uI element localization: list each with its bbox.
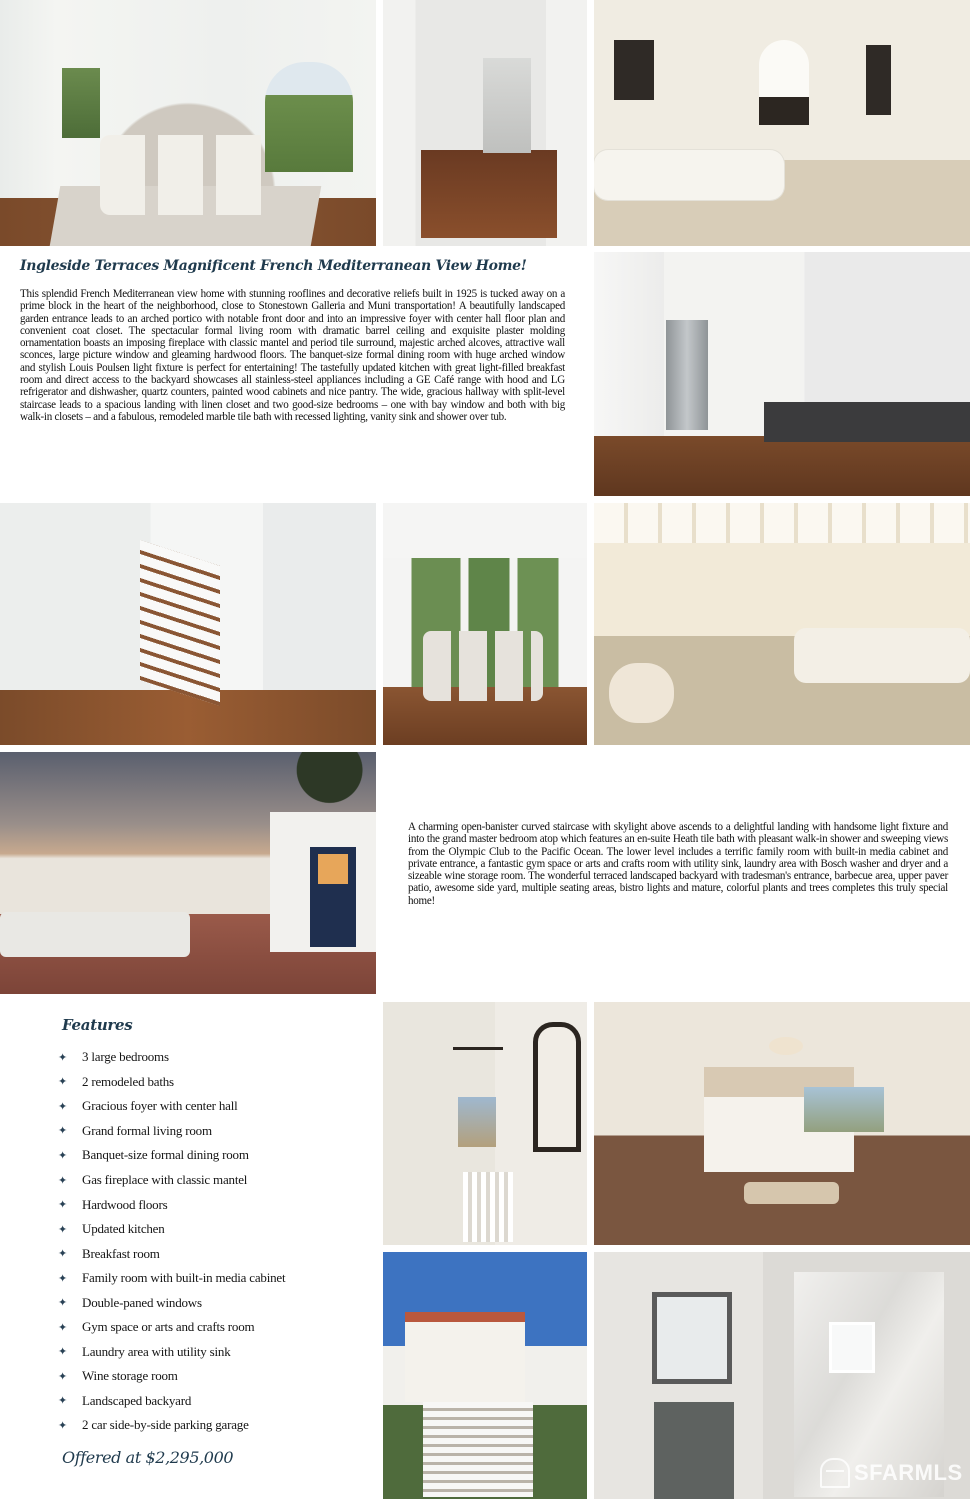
- feature-item: [58, 1168, 285, 1193]
- photo-detail: [260, 752, 376, 812]
- feature-label: Banquet-size formal dining room: [82, 1147, 249, 1163]
- feature-item: [58, 1241, 285, 1266]
- photo-detail: [100, 135, 270, 215]
- feature-label: Gas fireplace with classic mantel: [82, 1172, 248, 1187]
- feature-label: Grand formal living room: [82, 1122, 212, 1138]
- feature-label: Breakfast room: [82, 1245, 160, 1261]
- feature-label: 3 large bedrooms: [82, 1049, 169, 1065]
- photo-exterior: [383, 1252, 587, 1499]
- sfarmls-logo-icon: [820, 1458, 850, 1488]
- photo-detail: [423, 631, 543, 701]
- photo-detail: [769, 1037, 803, 1055]
- feature-item: [58, 1315, 285, 1340]
- photo-detail: [666, 320, 708, 430]
- feature-item: [58, 1045, 285, 1070]
- feature-label: Double-paned windows: [82, 1294, 202, 1310]
- diamond-bullet-icon: ✦: [58, 1223, 68, 1236]
- feature-item: [58, 1266, 285, 1291]
- photo-caption: [383, 232, 587, 242]
- photo-caption: [0, 980, 376, 990]
- feature-label: 2 remodeled baths: [82, 1073, 174, 1089]
- diamond-bullet-icon: ✦: [58, 1419, 68, 1432]
- feature-label: Updated kitchen: [82, 1221, 165, 1237]
- feature-label: Hardwood floors: [82, 1196, 168, 1212]
- diamond-bullet-icon: ✦: [58, 1321, 68, 1334]
- diamond-bullet-icon: ✦: [58, 1346, 68, 1359]
- feature-item: [58, 1217, 285, 1242]
- feature-item: [58, 1094, 285, 1119]
- photo-dining-room: [0, 0, 376, 246]
- photo-breakfast-room: [383, 503, 587, 745]
- diamond-bullet-icon: ✦: [58, 1199, 68, 1212]
- feature-item: [58, 1192, 285, 1217]
- photo-detail: [318, 854, 348, 884]
- feature-label: Laundry area with utility sink: [82, 1343, 231, 1359]
- photo-master-bedroom: [594, 1002, 970, 1245]
- feature-item: [58, 1143, 285, 1168]
- feature-label: Wine storage room: [82, 1368, 178, 1384]
- features-heading: Features: [62, 1016, 133, 1034]
- photo-caption: [594, 232, 970, 242]
- listing-description-secondary: A charming open-banister curved staircase with skylight above ascends to a delightful landing with handsome light fixture and into the grand master bedroom atop which features an en-suite Heath tile bath with pleasant walk-in shower and sweeping views from the Olympic Club to the Pacific Ocean. The lower level includes a terrific family room with built-in media cabinet and private entrance, a fantastic gym space or arts and crafts room with utility sink, laundry area with Bosch washer and dryer and a sizeable wine storage room. The wonderful terraced landscaped backyard with tradesman's entrance, barbecue area, upper paver patio, awesome side yard, multiple seating areas, bistro lights and mature, colorful plants and trees completes this truly special home!: [408, 821, 948, 907]
- diamond-bullet-icon: ✦: [58, 1076, 68, 1089]
- photo-detail: [744, 1182, 839, 1204]
- diamond-bullet-icon: ✦: [58, 1051, 68, 1064]
- feature-label: 2 car side-by-side parking garage: [82, 1417, 249, 1433]
- photo-caption: [383, 1485, 587, 1495]
- photo-living-room: [594, 0, 970, 246]
- listing-price: Offered at $2,295,000: [62, 1448, 234, 1467]
- features-list: [58, 1045, 285, 1438]
- diamond-bullet-icon: ✦: [58, 1370, 68, 1383]
- photo-detail: [866, 45, 891, 115]
- photo-foyer: [383, 0, 587, 246]
- feature-item: [58, 1070, 285, 1095]
- photo-family-room: [594, 503, 970, 745]
- feature-item: [58, 1389, 285, 1414]
- photo-caption: [594, 482, 970, 492]
- feature-item: [58, 1364, 285, 1389]
- photo-backyard: [0, 752, 376, 994]
- photo-caption: [383, 731, 587, 741]
- feature-label: Family room with built-in media cabinet: [82, 1270, 286, 1286]
- photo-hallway-stairs: [0, 503, 376, 745]
- watermark-text: SFARMLS: [854, 1460, 963, 1485]
- photo-detail: [0, 912, 190, 957]
- chandelier-detail: [453, 1027, 503, 1050]
- photo-caption: [594, 1231, 970, 1241]
- feature-item: [58, 1119, 285, 1144]
- sfarmls-watermark: [820, 1458, 963, 1488]
- photo-landing: [383, 1002, 587, 1245]
- diamond-bullet-icon: ✦: [58, 1125, 68, 1138]
- diamond-bullet-icon: ✦: [58, 1248, 68, 1261]
- diamond-bullet-icon: ✦: [58, 1100, 68, 1113]
- diamond-bullet-icon: ✦: [58, 1272, 68, 1285]
- photo-caption: [383, 1231, 587, 1241]
- diamond-bullet-icon: ✦: [58, 1174, 68, 1187]
- feature-label: Landscaped backyard: [82, 1392, 192, 1408]
- photo-caption: [0, 731, 376, 741]
- listing-headline: Ingleside Terraces Magnificent French Mediterranean View Home!: [20, 258, 527, 274]
- feature-item: [58, 1290, 285, 1315]
- diamond-bullet-icon: ✦: [58, 1395, 68, 1408]
- feature-label: Gracious foyer with center hall: [82, 1098, 238, 1114]
- feature-item: [58, 1340, 285, 1365]
- photo-detail: [829, 1322, 875, 1373]
- feature-item: [58, 1413, 285, 1438]
- diamond-bullet-icon: ✦: [58, 1297, 68, 1310]
- listing-description-primary: This splendid French Mediterranean view home with stunning rooflines and decorative reliefs built in 1925 is tucked away on a prime block in the heart of the neighborhood, close to Stonestown Galleria and Muni transportation! A beautifully landscaped garden entrance leads to an arched portico with notable front door and into an impressive foyer with center hall floor plan and convenient coat closet. The spectacular formal living room with dramatic barrel ceiling and exquisite plaster molding ornamentation boasts an imposing fireplace with classic mantel and period tile surround, majestic arched alcoves, attractive wall sconces, large picture window and gleaming hardwood floors. The banquet-size formal dining room with huge arched window and stylish Louis Poulsen light fixture is perfect for entertaining! The tastefully updated kitchen with great light-filled breakfast room and direct access to the backyard showcases all stainless-steel appliances including a GE Café range with hood and LG refrigerator and dishwasher, quartz counters, painted wood cabinets and nice pantry. The wide, gracious hallway with split-level staircase leads to a spacious landing with linen closet and two good-size bedrooms – one with bay window and both with big walk-in closets – and a fabulous, remodeled marble tile bath with recessed lighting, vanity sink and shower over tub.: [20, 288, 565, 423]
- feature-label: Gym space or arts and crafts room: [82, 1319, 255, 1335]
- photo-caption: [0, 232, 376, 242]
- photo-caption: [594, 731, 970, 741]
- photo-detail: [614, 40, 654, 100]
- photo-detail: [609, 663, 674, 723]
- diamond-bullet-icon: ✦: [58, 1149, 68, 1162]
- photo-kitchen: [594, 252, 970, 496]
